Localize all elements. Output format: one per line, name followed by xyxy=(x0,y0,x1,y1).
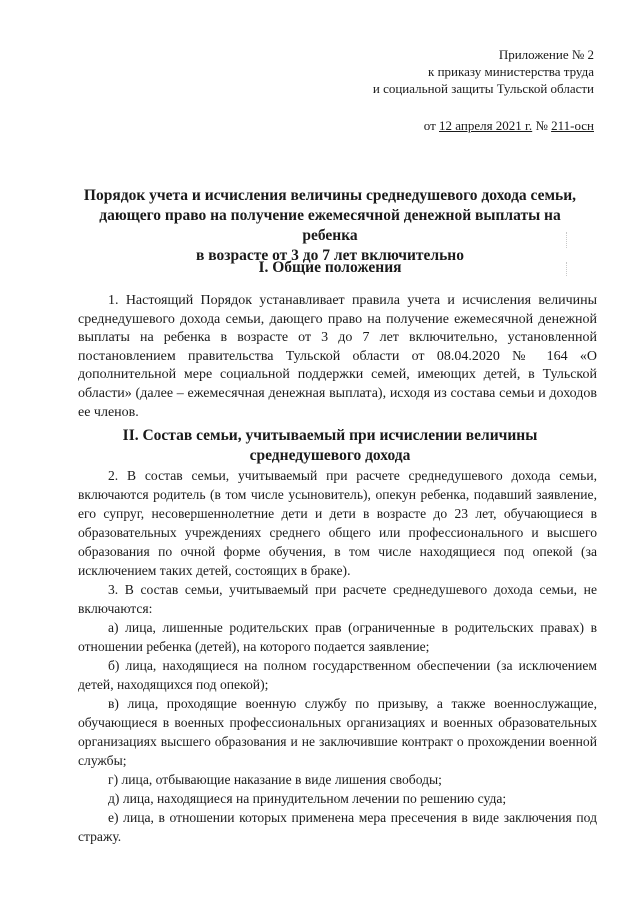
section-2-body xyxy=(78,466,597,846)
appendix-ministry: и социальной защиты Тульской области xyxy=(372,81,594,96)
list-item: е) лица, в отношении которых применена мера пресечения в виде заключения под стражу. xyxy=(78,810,597,844)
list-item: г) лица, отбывающие наказание в виде лишения свободы; xyxy=(108,772,442,787)
order-no-label: № xyxy=(532,118,552,133)
section-2-title-line-2: среднедушевого дохода xyxy=(249,447,411,464)
order-number: 211-осн xyxy=(551,118,594,133)
title-line-1: Порядок учета и исчисления величины среднедушевого дохода семьи, xyxy=(83,187,577,204)
list-item: а) лица, лишенные родительских прав (ограниченные в родительских правах) в отношении ребенка (детей), на которого подается заявление; xyxy=(78,620,597,654)
order-date-number xyxy=(424,118,594,134)
list-item: в) лица, проходящие военную службу по призыву, а также военнослужащие, обучающиеся в военных профессиональных организациях и военных образовательных организациях высшего образования и не заключившие контракт о прохождении военной службы; xyxy=(78,696,597,768)
paragraph: 2. В состав семьи, учитываемый при расчете среднедушевого дохода семьи, включаются родитель (в том числе усыновитель), опекун ребенка, подавший заявление, его супруг, несовершеннолетние дети и дети в возрасте до 23 лет, обучающиеся в образовательных учреждениях среднего общего или профессионального и высшего образования по очной форме обучения, в том числе находящиеся под опекой (за исключением таких детей, состоящих в браке). xyxy=(78,468,597,578)
paragraph: 1. Настоящий Порядок устанавливает правила учета и исчисления величины среднедушевого дохода семьи, дающего право на получение ежемесячной денежной выплаты на ребенка в возрасте от 3 до 7 лет включительно, установленной постановлением правительства Тульской области от 08.04.2020 № 164 «О дополнительной мере социальной поддержки семей, имеющих детей, в Тульской области» (далее – ежемесячная денежная выплата), исходя из состава семьи и доходов ее членов. xyxy=(78,293,597,420)
scan-artifact xyxy=(566,232,569,248)
order-date: 12 апреля 2021 г. xyxy=(439,118,533,133)
list-item: б) лица, находящиеся на полном государственном обеспечении (за исключением детей, находящихся под опекой); xyxy=(78,658,597,692)
order-prefix: от xyxy=(423,118,440,133)
appendix-order-ref: к приказу министерства труда xyxy=(428,64,594,79)
document-title xyxy=(70,186,590,266)
section-1-title: I. Общие положения xyxy=(258,259,402,276)
title-line-2: дающего право на получение ежемесячной денежной выплаты на ребенка xyxy=(99,207,561,244)
paragraph: 3. В состав семьи, учитываемый при расчете среднедушевого дохода семьи, не включаются: xyxy=(78,582,597,616)
title-line-3: в возрасте от 3 до 7 лет включительно xyxy=(196,247,464,264)
appendix-header xyxy=(373,46,594,97)
section-2-title-line-1: II. Состав семьи, учитываемый при исчислении величины xyxy=(122,427,538,444)
section-1-body xyxy=(78,292,597,422)
section-2-title xyxy=(70,426,590,466)
list-item: д) лица, находящиеся на принудительном лечении по решению суда; xyxy=(108,791,507,806)
appendix-number: Приложение № 2 xyxy=(498,47,594,62)
